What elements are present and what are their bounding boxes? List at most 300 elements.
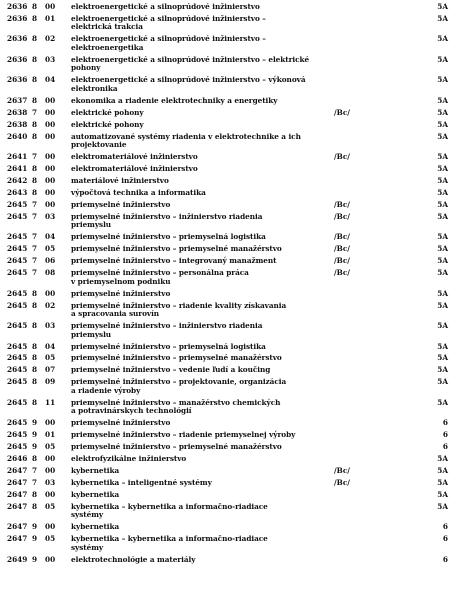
program-name-line: elektroenergetické a silnoprúdové inžinierstvo – — [71, 13, 266, 23]
code-part-1: 2645 — [7, 321, 28, 331]
code-part-2: 8 — [32, 397, 38, 407]
code-part-1: 2645 — [7, 288, 28, 298]
code-part-3: 03 — [45, 211, 56, 221]
program-name — [71, 269, 321, 286]
list-item — [0, 556, 460, 565]
code-part-3: 05 — [45, 501, 56, 511]
code-part-1: 2636 — [7, 34, 28, 44]
code-part-1: 2641 — [7, 164, 28, 174]
code-part-3: 06 — [45, 256, 56, 266]
code-part-1: 2645 — [7, 211, 28, 221]
list-item — [0, 302, 460, 319]
list-item — [0, 366, 460, 375]
list-item — [0, 165, 460, 174]
program-code — [7, 378, 69, 387]
program-name-line: elektroenergetické a silnoprúdové inžinierstvo – — [71, 34, 266, 44]
isced-level: 5A — [437, 13, 448, 23]
code-part-3: 05 — [45, 534, 56, 544]
degree-form: /Bc/ — [334, 478, 350, 488]
code-part-3: 00 — [45, 199, 56, 209]
degree-form: /Bc/ — [334, 268, 350, 278]
program-name-line: priemyselné inžinierstvo – riadenie priemyselnej výroby — [71, 430, 296, 440]
program-name — [71, 97, 321, 106]
code-part-2: 8 — [32, 321, 38, 331]
isced-level: 5A — [437, 164, 448, 174]
list-item — [0, 491, 460, 500]
list-item — [0, 523, 460, 532]
program-name-line: a potravinárskych technológií — [71, 406, 192, 416]
program-code — [7, 153, 69, 162]
program-name-line: systémy — [71, 542, 104, 552]
code-part-1: 2646 — [7, 454, 28, 464]
program-name-line: priemyselné inžinierstvo – manažérstvo chemických — [71, 397, 281, 407]
isced-level: 5A — [437, 489, 448, 499]
degree-form: /Bc/ — [334, 256, 350, 266]
program-name-line: výpočtová technika a informatika — [71, 187, 206, 197]
code-part-1: 2641 — [7, 152, 28, 162]
degree-form: /Bc/ — [334, 152, 350, 162]
code-part-1: 2645 — [7, 418, 28, 428]
code-part-3: 05 — [45, 442, 56, 452]
list-item — [0, 455, 460, 464]
program-name-line: elektrická trakcia — [71, 22, 143, 32]
program-code — [7, 3, 69, 12]
program-name — [71, 121, 321, 130]
program-code — [7, 56, 69, 65]
program-name — [71, 378, 321, 395]
program-name — [71, 189, 321, 198]
code-part-3: 00 — [45, 131, 56, 141]
program-name-line: a spracovania surovín — [71, 309, 160, 319]
code-part-2: 7 — [32, 256, 38, 266]
program-name-line: priemyselné inžinierstvo – priemyselné manažérstvo — [71, 442, 282, 452]
program-code — [7, 76, 69, 85]
code-part-3: 00 — [45, 164, 56, 174]
code-part-3: 03 — [45, 478, 56, 488]
program-code — [7, 366, 69, 375]
code-part-3: 01 — [45, 430, 56, 440]
code-part-2: 8 — [32, 119, 38, 129]
program-name-line: elektroenergetické a silnoprúdové inžinierstvo – výkonová — [71, 75, 306, 85]
isced-level: 5A — [437, 268, 448, 278]
code-part-3: 03 — [45, 54, 56, 64]
code-part-1: 2645 — [7, 341, 28, 351]
list-item — [0, 35, 460, 52]
program-code — [7, 479, 69, 488]
isced-level: 5A — [437, 466, 448, 476]
code-part-1: 2638 — [7, 107, 28, 117]
program-code — [7, 245, 69, 254]
code-part-2: 8 — [32, 341, 38, 351]
code-part-1: 2647 — [7, 489, 28, 499]
program-code — [7, 133, 69, 142]
code-part-3: 00 — [45, 288, 56, 298]
program-name — [71, 201, 321, 210]
program-name — [71, 302, 321, 319]
code-part-2: 8 — [32, 164, 38, 174]
program-name — [71, 257, 321, 266]
isced-level: 5A — [437, 397, 448, 407]
code-part-1: 2645 — [7, 377, 28, 387]
code-part-3: 00 — [45, 152, 56, 162]
program-name — [71, 535, 321, 552]
program-code — [7, 97, 69, 106]
program-code — [7, 257, 69, 266]
program-name-line: kybernetika – inteligentné systémy — [71, 478, 212, 488]
program-name-line: kybernetika — [71, 466, 120, 476]
code-part-2: 9 — [32, 534, 38, 544]
code-part-3: 08 — [45, 268, 56, 278]
program-name-line: priemyselné inžinierstvo – riadenie kvality získavania — [71, 300, 287, 310]
program-name-line: projektovanie — [71, 140, 127, 150]
code-part-3: 02 — [45, 300, 56, 310]
program-code — [7, 523, 69, 532]
list-item — [0, 97, 460, 106]
list-item — [0, 245, 460, 254]
code-part-1: 2647 — [7, 534, 28, 544]
code-part-2: 8 — [32, 365, 38, 375]
program-name-line: priemyselné inžinierstvo – integrovaný manažment — [71, 256, 277, 266]
list-item — [0, 213, 460, 230]
program-code — [7, 419, 69, 428]
program-name — [71, 15, 321, 32]
program-name — [71, 233, 321, 242]
code-part-2: 8 — [32, 95, 38, 105]
code-part-2: 9 — [32, 430, 38, 440]
program-code — [7, 177, 69, 186]
code-part-1: 2645 — [7, 199, 28, 209]
program-name — [71, 109, 321, 118]
code-part-2: 8 — [32, 501, 38, 511]
code-part-1: 2636 — [7, 2, 28, 11]
program-name — [71, 322, 321, 339]
program-code — [7, 121, 69, 130]
code-part-2: 8 — [32, 187, 38, 197]
code-part-2: 7 — [32, 244, 38, 254]
code-part-3: 00 — [45, 489, 56, 499]
isced-level: 6 — [442, 418, 448, 428]
code-part-3: 04 — [45, 232, 56, 242]
code-part-3: 02 — [45, 34, 56, 44]
program-name-line: elektroenergetické a silnoprúdové inžinierstvo – elektrické — [71, 54, 310, 64]
list-item — [0, 322, 460, 339]
isced-level: 6 — [442, 430, 448, 440]
isced-level: 5A — [437, 478, 448, 488]
program-code — [7, 302, 69, 311]
program-code — [7, 354, 69, 363]
list-item — [0, 378, 460, 395]
degree-form: /Bc/ — [334, 211, 350, 221]
program-name-line: elektronika — [71, 83, 118, 93]
isced-level: 6 — [442, 522, 448, 532]
code-part-2: 8 — [32, 377, 38, 387]
code-part-2: 7 — [32, 478, 38, 488]
program-name-line: kybernetika – kybernetika a informačno-riadiace — [71, 534, 268, 544]
code-part-2: 8 — [32, 300, 38, 310]
program-name — [71, 133, 321, 150]
code-part-3: 03 — [45, 321, 56, 331]
program-name — [71, 213, 321, 230]
isced-level: 5A — [437, 152, 448, 162]
program-name — [71, 443, 321, 452]
program-name — [71, 3, 321, 12]
code-part-3: 00 — [45, 176, 56, 186]
code-part-1: 2637 — [7, 95, 28, 105]
code-part-3: 00 — [45, 119, 56, 129]
program-code — [7, 269, 69, 278]
program-code — [7, 322, 69, 331]
program-name — [71, 556, 321, 565]
program-name-line: materiálové inžinierstvo — [71, 176, 169, 186]
code-part-3: 11 — [45, 397, 56, 407]
program-name-line: priemyselné inžinierstvo — [71, 418, 171, 428]
program-name-line: priemyselné inžinierstvo — [71, 288, 171, 298]
list-item — [0, 535, 460, 552]
code-part-3: 00 — [45, 454, 56, 464]
isced-level: 5A — [437, 232, 448, 242]
list-item — [0, 467, 460, 476]
isced-level: 5A — [437, 2, 448, 11]
code-part-1: 2645 — [7, 430, 28, 440]
code-part-2: 9 — [32, 442, 38, 452]
code-part-2: 8 — [32, 489, 38, 499]
code-part-2: 8 — [32, 54, 38, 64]
program-name — [71, 153, 321, 162]
isced-level: 5A — [437, 107, 448, 117]
program-list — [0, 3, 460, 568]
program-name-line: systémy — [71, 510, 104, 520]
program-name — [71, 366, 321, 375]
isced-level: 5A — [437, 34, 448, 44]
list-item — [0, 109, 460, 118]
isced-level: 5A — [437, 300, 448, 310]
program-code — [7, 399, 69, 408]
code-part-3: 00 — [45, 187, 56, 197]
list-item — [0, 201, 460, 210]
program-name-line: priemyslu — [71, 329, 112, 339]
program-code — [7, 189, 69, 198]
program-name — [71, 419, 321, 428]
program-name-line: priemyselné inžinierstvo – personálna práca — [71, 268, 249, 278]
code-part-3: 00 — [45, 466, 56, 476]
code-part-1: 2645 — [7, 442, 28, 452]
program-name-line: elektromateriálové inžinierstvo — [71, 164, 198, 174]
list-item — [0, 443, 460, 452]
isced-level: 5A — [437, 75, 448, 85]
list-item — [0, 3, 460, 12]
isced-level: 5A — [437, 54, 448, 64]
code-part-2: 7 — [32, 268, 38, 278]
isced-level: 5A — [437, 131, 448, 141]
code-part-2: 8 — [32, 34, 38, 44]
program-name — [71, 479, 321, 488]
isced-level: 6 — [442, 554, 448, 564]
program-name — [71, 76, 321, 93]
code-part-1: 2645 — [7, 244, 28, 254]
code-part-3: 04 — [45, 75, 56, 85]
list-item — [0, 431, 460, 440]
code-part-3: 00 — [45, 107, 56, 117]
code-part-3: 00 — [45, 2, 56, 11]
code-part-1: 2642 — [7, 176, 28, 186]
code-part-2: 8 — [32, 131, 38, 141]
code-part-2: 8 — [32, 454, 38, 464]
code-part-1: 2647 — [7, 478, 28, 488]
program-code — [7, 15, 69, 24]
program-name — [71, 290, 321, 299]
code-part-2: 7 — [32, 199, 38, 209]
isced-level: 5A — [437, 119, 448, 129]
list-item — [0, 76, 460, 93]
code-part-3: 00 — [45, 522, 56, 532]
program-code — [7, 535, 69, 544]
list-item — [0, 233, 460, 242]
list-item — [0, 354, 460, 363]
list-item — [0, 56, 460, 73]
list-item — [0, 343, 460, 352]
code-part-1: 2645 — [7, 268, 28, 278]
code-part-1: 2638 — [7, 119, 28, 129]
program-code — [7, 213, 69, 222]
program-name-line: priemyselné inžinierstvo — [71, 199, 171, 209]
isced-level: 6 — [442, 534, 448, 544]
degree-form: /Bc/ — [334, 107, 350, 117]
list-item — [0, 503, 460, 520]
code-part-1: 2647 — [7, 466, 28, 476]
program-name-line: automatizované systémy riadenia v elektrotechnike a ich — [71, 131, 301, 141]
isced-level: 5A — [437, 211, 448, 221]
code-part-1: 2636 — [7, 54, 28, 64]
list-item — [0, 153, 460, 162]
program-name — [71, 503, 321, 520]
program-name — [71, 467, 321, 476]
isced-level: 5A — [437, 353, 448, 363]
code-part-3: 05 — [45, 244, 56, 254]
isced-level: 5A — [437, 199, 448, 209]
list-item — [0, 399, 460, 416]
program-name — [71, 354, 321, 363]
isced-level: 6 — [442, 442, 448, 452]
program-code — [7, 109, 69, 118]
isced-level: 5A — [437, 321, 448, 331]
isced-level: 5A — [437, 454, 448, 464]
code-part-2: 8 — [32, 2, 38, 11]
program-name-line: v priemyselnom podniku — [71, 276, 171, 286]
degree-form: /Bc/ — [334, 244, 350, 254]
program-name-line: elektromateriálové inžinierstvo — [71, 152, 198, 162]
code-part-1: 2645 — [7, 353, 28, 363]
code-part-1: 2645 — [7, 256, 28, 266]
list-item — [0, 290, 460, 299]
code-part-2: 7 — [32, 107, 38, 117]
program-code — [7, 491, 69, 500]
program-code — [7, 343, 69, 352]
program-name-line: priemyselné inžinierstvo – priemyselná logistika — [71, 232, 266, 242]
isced-level: 5A — [437, 341, 448, 351]
program-name-line: elektrotechnológie a materiály — [71, 554, 196, 564]
code-part-1: 2649 — [7, 554, 28, 564]
list-item — [0, 177, 460, 186]
degree-form: /Bc/ — [334, 466, 350, 476]
list-item — [0, 419, 460, 428]
program-name — [71, 343, 321, 352]
program-name-line: kybernetika — [71, 522, 120, 532]
code-part-2: 8 — [32, 176, 38, 186]
code-part-2: 7 — [32, 466, 38, 476]
code-part-2: 9 — [32, 554, 38, 564]
program-code — [7, 35, 69, 44]
code-part-2: 8 — [32, 288, 38, 298]
program-name-line: elektrické pohony — [71, 107, 144, 117]
program-name-line: priemyselné inžinierstvo – projektovanie, organizácia — [71, 377, 287, 387]
code-part-2: 8 — [32, 75, 38, 85]
program-name — [71, 491, 321, 500]
program-name — [71, 56, 321, 73]
list-item — [0, 479, 460, 488]
isced-level: 5A — [437, 95, 448, 105]
code-part-1: 2636 — [7, 75, 28, 85]
isced-level: 5A — [437, 365, 448, 375]
isced-level: 5A — [437, 501, 448, 511]
code-part-3: 04 — [45, 341, 56, 351]
program-name-line: priemyselné inžinierstvo – inžinierstvo riadenia — [71, 321, 263, 331]
program-code — [7, 503, 69, 512]
program-name — [71, 165, 321, 174]
list-item — [0, 15, 460, 32]
isced-level: 5A — [437, 176, 448, 186]
program-name-line: priemyselné inžinierstvo – priemyselné manažérstvo — [71, 244, 282, 254]
program-code — [7, 290, 69, 299]
list-item — [0, 257, 460, 266]
program-name — [71, 431, 321, 440]
program-name-line: kybernetika – kybernetika a informačno-riadiace — [71, 501, 268, 511]
program-name-line: elektrické pohony — [71, 119, 144, 129]
code-part-1: 2647 — [7, 501, 28, 511]
isced-level: 5A — [437, 244, 448, 254]
degree-form: /Bc/ — [334, 199, 350, 209]
code-part-3: 00 — [45, 418, 56, 428]
program-name-line: elektrofyzikálne inžinierstvo — [71, 454, 187, 464]
program-name-line: priemyselné inžinierstvo – priemyselné manažérstvo — [71, 353, 282, 363]
code-part-1: 2645 — [7, 300, 28, 310]
program-name-line: a riadenie výroby — [71, 385, 141, 395]
code-part-2: 7 — [32, 232, 38, 242]
program-code — [7, 233, 69, 242]
program-name — [71, 399, 321, 416]
program-name — [71, 455, 321, 464]
code-part-3: 09 — [45, 377, 56, 387]
code-part-3: 01 — [45, 13, 56, 23]
program-code — [7, 556, 69, 565]
isced-level: 5A — [437, 187, 448, 197]
program-name-line: priemyselné inžinierstvo – inžinierstvo riadenia — [71, 211, 263, 221]
program-code — [7, 431, 69, 440]
degree-form: /Bc/ — [334, 232, 350, 242]
program-name-line: priemyselné inžinierstvo – priemyselná logistika — [71, 341, 266, 351]
program-name-line: elektroenergetika — [71, 42, 144, 52]
code-part-2: 7 — [32, 152, 38, 162]
list-item — [0, 133, 460, 150]
isced-level: 5A — [437, 377, 448, 387]
program-name-line: priemyselné inžinierstvo – vedenie ľudí a koučing — [71, 365, 271, 375]
code-part-2: 9 — [32, 522, 38, 532]
program-name-line: kybernetika — [71, 489, 120, 499]
list-item — [0, 269, 460, 286]
list-item — [0, 189, 460, 198]
program-name-line: elektroenergetické a silnoprúdové inžinierstvo — [71, 2, 260, 11]
program-code — [7, 165, 69, 174]
code-part-3: 00 — [45, 95, 56, 105]
